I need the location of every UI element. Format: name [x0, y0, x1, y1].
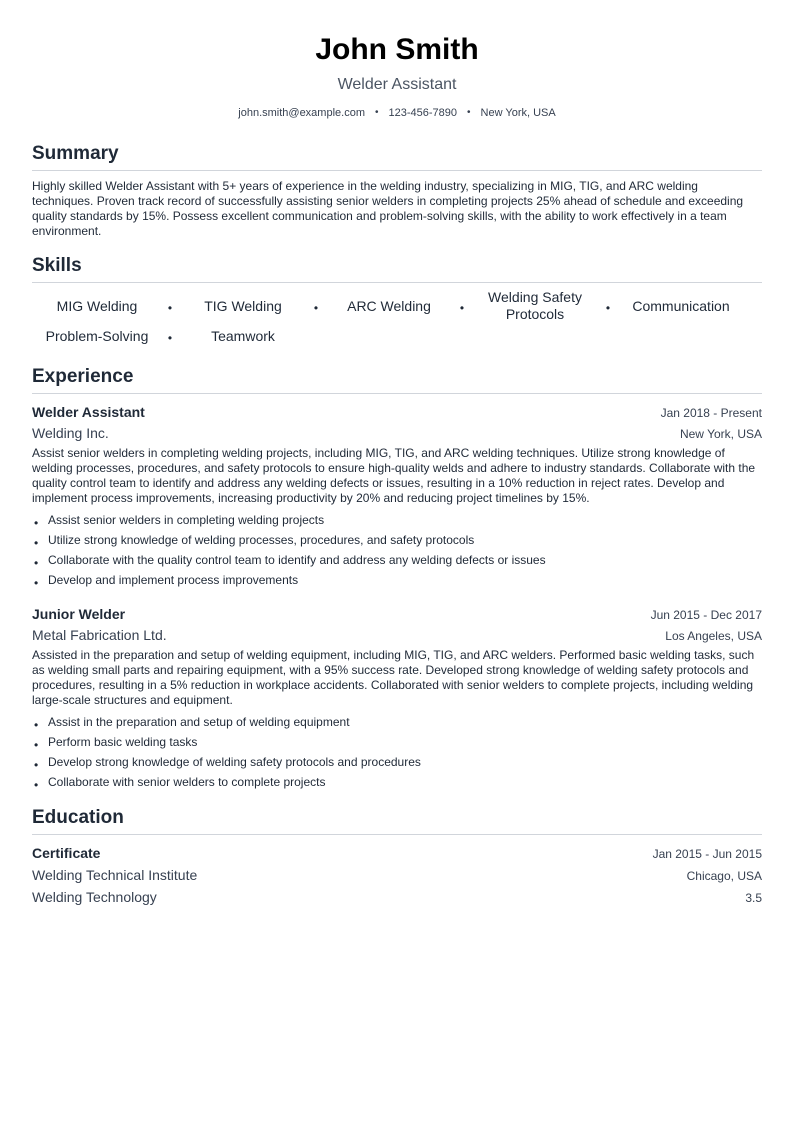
bullet-text: Develop strong knowledge of welding safety protocols and procedures [48, 755, 421, 769]
job-dates: Jan 2018 - Present [660, 406, 762, 420]
bullet-text: Assist senior welders in completing welding projects [48, 513, 325, 527]
experience-section [32, 365, 762, 792]
contact-location: New York, USA [480, 107, 556, 119]
skill-item [616, 291, 762, 321]
job-entry [32, 604, 762, 792]
skills-section [32, 254, 762, 351]
list-item [32, 752, 762, 772]
skill-label: Communication [632, 297, 730, 314]
list-item [32, 732, 762, 752]
skill-item [178, 291, 324, 321]
summary-text: Highly skilled Welder Assistant with 5+ years of experience in the welding industry, specializing in MIG, TIG, and ARC welding techniques. Proven track record of successfully assisting senior welders in completing projects 25% ahead of schedule and exceeding quality standards by 15%. Possess excellent communication and problem-solving skills, with the ability to work effectively in a team environment. [32, 179, 744, 238]
job-description: Assist senior welders in completing welding projects, including MIG, TIG, and ARC welding techniques. Utilize strong knowledge of welding processes, procedures, and safety protocols to ensure high-quality welds and adhere to industry standards. Collaborate with the quality control team to identify and address any welding defects or issues, resulting in a 10% reduction in reject rates. Develop and implement process improvements, increasing productivity by 20% and reducing project timelines by 15%. [32, 446, 756, 505]
job-title: Junior Welder [32, 606, 126, 622]
bullet-icon: • [34, 556, 39, 570]
job-bullets [32, 510, 762, 590]
bullet-text: Collaborate with senior welders to complete projects [48, 775, 326, 789]
list-item [32, 772, 762, 792]
skill-bullet: • [167, 331, 173, 345]
list-item [32, 570, 762, 590]
contact-phone[interactable]: 123-456-7890 [388, 107, 458, 119]
skills-grid [32, 291, 762, 351]
section-title-summary: Summary [32, 142, 762, 171]
job-entry [32, 402, 762, 590]
job-company: Metal Fabrication Ltd. [32, 627, 167, 643]
skill-item [32, 291, 178, 321]
skill-label: Welding Safety Protocols [488, 289, 582, 322]
job-location: New York, USA [679, 427, 762, 441]
bullet-text: Assist in the preparation and setup of welding equipment [48, 715, 350, 729]
skill-item [178, 321, 324, 351]
contact-email[interactable]: john.smith@example.com [238, 107, 365, 119]
edu-gpa: 3.5 [745, 891, 762, 905]
contact-separator: • [374, 107, 379, 118]
bullet-icon: • [34, 718, 39, 732]
bullet-icon: • [34, 536, 39, 550]
bullet-icon: • [34, 758, 39, 772]
skill-item [324, 291, 470, 321]
contact-line [32, 106, 762, 120]
job-title: Welder Assistant [32, 404, 145, 420]
job-description: Assisted in the preparation and setup of welding equipment, including MIG, TIG, and ARC welders. Performed basic welding tasks, such as welding small parts and repairing equipment, with a 95% success rate. Developed strong knowledge of welding safety protocols and procedures, resulting in a 5% reduction in workplace accidents. Collaborated with senior welders to complete projects, including welding large-scale structures and equipment. [32, 648, 755, 707]
education-section [32, 806, 762, 909]
bullet-icon: • [34, 778, 39, 792]
list-item [32, 530, 762, 550]
bullet-text: Collaborate with the quality control team to identify and address any welding defects or issues [48, 553, 546, 567]
bullet-text: Develop and implement process improvements [48, 573, 299, 587]
bullet-text: Utilize strong knowledge of welding processes, procedures, and safety protocols [48, 533, 475, 547]
skill-label: TIG Welding [204, 297, 282, 314]
skill-label: Problem-Solving [45, 327, 149, 344]
skill-label: Teamwork [211, 327, 275, 344]
bullet-text: Perform basic welding tasks [48, 735, 198, 749]
skill-bullet: • [167, 301, 173, 315]
section-title-experience: Experience [32, 365, 762, 394]
bullet-icon: • [34, 738, 39, 752]
skill-label: MIG Welding [56, 297, 138, 314]
job-bullets [32, 712, 762, 792]
edu-degree: Certificate [32, 845, 101, 861]
edu-institution: Welding Technical Institute [32, 867, 198, 883]
list-item [32, 550, 762, 570]
bullet-icon: • [34, 516, 39, 530]
list-item [32, 510, 762, 530]
section-title-skills: Skills [32, 254, 762, 283]
skill-bullet: • [605, 301, 611, 315]
skill-item [470, 291, 616, 321]
skill-label: ARC Welding [347, 297, 431, 314]
list-item [32, 712, 762, 732]
job-dates: Jun 2015 - Dec 2017 [650, 608, 762, 622]
edu-location: Chicago, USA [686, 869, 762, 883]
job-location: Los Angeles, USA [665, 629, 762, 643]
skill-bullet: • [313, 301, 319, 315]
skill-bullet: • [459, 301, 465, 315]
bullet-icon: • [34, 576, 39, 590]
contact-separator: • [467, 107, 471, 118]
job-company: Welding Inc. [32, 425, 109, 441]
skill-item [32, 321, 178, 351]
section-title-education: Education [32, 806, 762, 835]
candidate-role: Welder Assistant [337, 76, 457, 93]
edu-field: Welding Technology [32, 889, 157, 905]
summary-section [32, 142, 762, 239]
resume-header [32, 0, 762, 120]
candidate-name: John Smith [315, 33, 479, 66]
edu-dates: Jan 2015 - Jun 2015 [652, 847, 762, 861]
